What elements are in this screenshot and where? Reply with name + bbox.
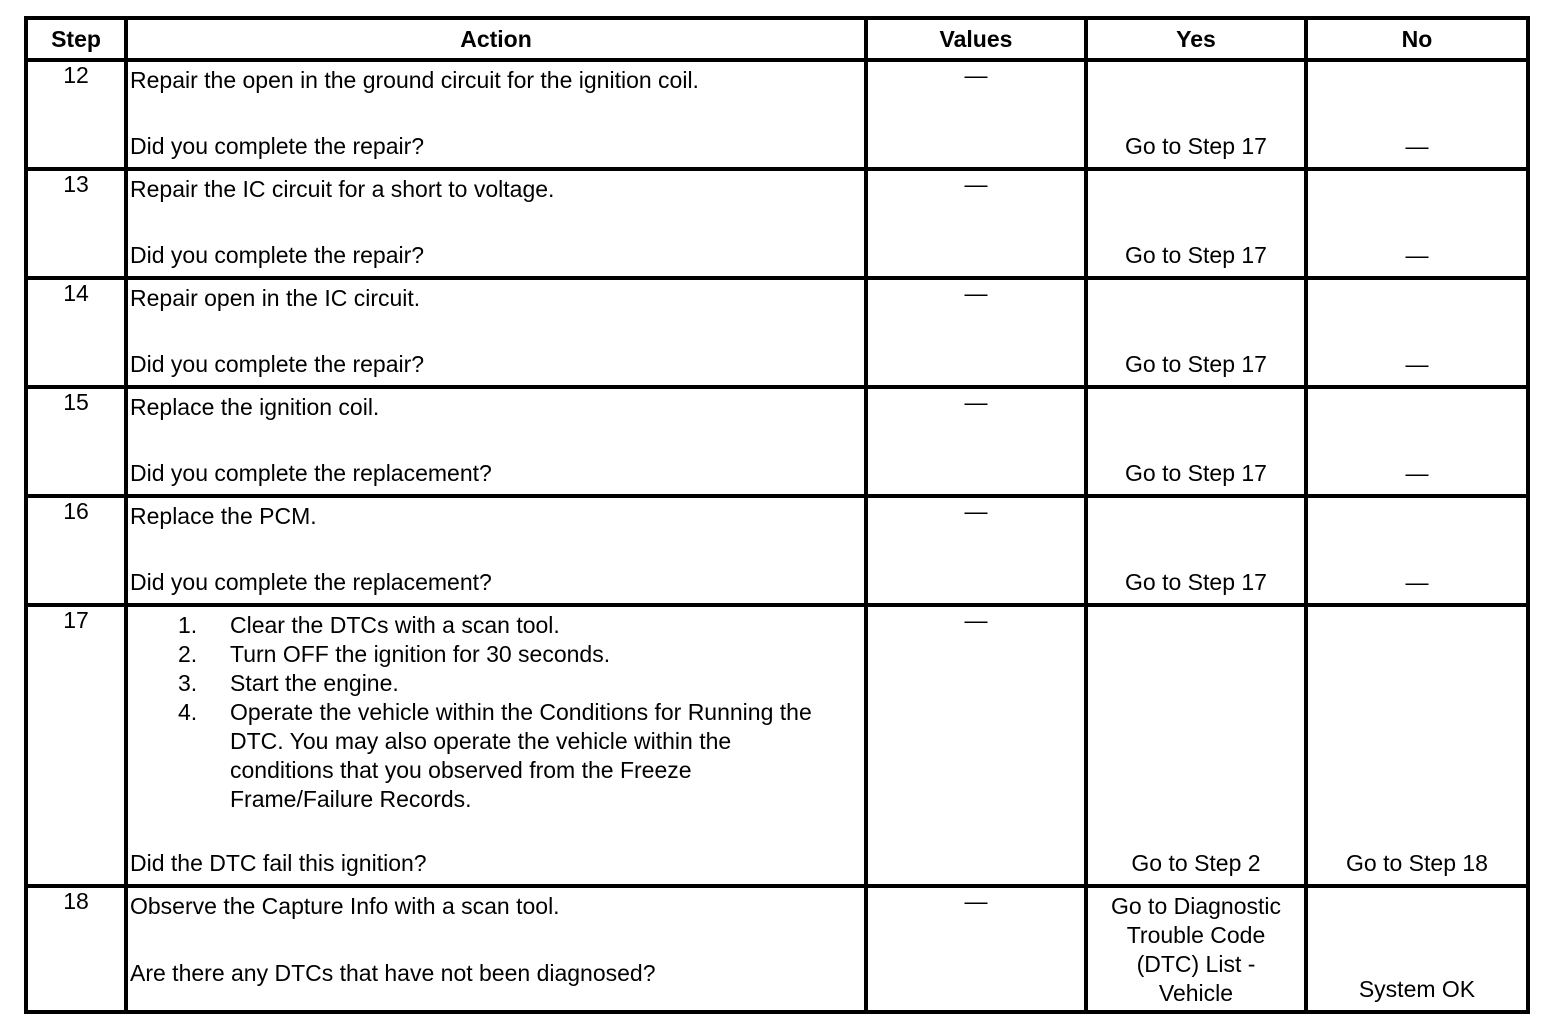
step-number: 15 (26, 387, 126, 496)
no-cell (1306, 605, 1528, 886)
action-question: Did you complete the repair? (130, 351, 425, 377)
list-number: 3. (178, 670, 198, 696)
diagnostic-table-container (24, 16, 1526, 1014)
yes-cell (1086, 886, 1306, 1012)
values-cell: — (866, 496, 1086, 605)
list-text: Operate the vehicle within the Conditions for Running the DTC. You may also operate the vehicle within the conditions that you observed from the Freeze Frame/Failure Records. (230, 699, 812, 812)
action-text: Repair the IC circuit for a short to voltage. (130, 176, 555, 202)
yes-link[interactable]: Go to Step 17 (1125, 460, 1267, 486)
numbered-step-list (130, 611, 860, 814)
no-cell (1306, 387, 1528, 496)
no-value: — (1405, 242, 1429, 268)
no-value: — (1405, 351, 1429, 377)
table-row (26, 496, 1528, 605)
table-row (26, 278, 1528, 387)
no-cell (1306, 169, 1528, 278)
step-number: 12 (26, 60, 126, 169)
action-cell (126, 387, 866, 496)
yes-link[interactable]: Go to Step 2 (1131, 850, 1261, 876)
header-row (26, 18, 1528, 60)
yes-cell (1086, 278, 1306, 387)
yes-cell (1086, 60, 1306, 169)
action-cell (126, 60, 866, 169)
no-link[interactable]: Go to Step 18 (1346, 850, 1488, 876)
yes-link[interactable]: Go to Diagnostic Trouble Code (DTC) List - Vehicle (1110, 893, 1282, 1006)
values-cell: — (866, 886, 1086, 1012)
yes-cell (1086, 387, 1306, 496)
list-text: Clear the DTCs with a scan tool. (230, 612, 560, 638)
header-no: No (1306, 18, 1528, 60)
no-value: — (1405, 133, 1429, 159)
yes-link[interactable]: Go to Step 17 (1125, 242, 1267, 268)
list-item (178, 611, 860, 640)
values-cell: — (866, 278, 1086, 387)
no-cell (1306, 60, 1528, 169)
values-cell: — (866, 387, 1086, 496)
header-values: Values (866, 18, 1086, 60)
action-cell (126, 496, 866, 605)
yes-cell (1086, 169, 1306, 278)
header-action: Action (126, 18, 866, 60)
table-row (26, 169, 1528, 278)
list-number: 2. (178, 641, 198, 667)
table-row (26, 886, 1528, 1012)
action-question: Did you complete the replacement? (130, 460, 492, 486)
no-value: — (1405, 460, 1429, 486)
action-question: Did you complete the repair? (130, 242, 425, 268)
list-item (178, 698, 830, 814)
yes-cell (1086, 605, 1306, 886)
yes-link[interactable]: Go to Step 17 (1125, 569, 1267, 595)
step-number: 13 (26, 169, 126, 278)
action-text: Replace the ignition coil. (130, 394, 380, 420)
step-number: 18 (26, 886, 126, 1012)
action-text: Replace the PCM. (130, 503, 317, 529)
table-row (26, 387, 1528, 496)
list-number: 4. (178, 699, 198, 725)
yes-cell (1086, 496, 1306, 605)
values-cell: — (866, 60, 1086, 169)
no-cell (1306, 496, 1528, 605)
action-text: Repair open in the IC circuit. (130, 285, 421, 311)
list-number: 1. (178, 612, 198, 638)
list-item (178, 640, 860, 669)
no-cell (1306, 278, 1528, 387)
header-yes: Yes (1086, 18, 1306, 60)
action-steps (130, 611, 860, 814)
table-row (26, 605, 1528, 886)
values-cell: — (866, 169, 1086, 278)
yes-link[interactable]: Go to Step 17 (1125, 351, 1267, 377)
action-cell (126, 278, 866, 387)
action-cell (126, 886, 866, 1012)
diagnostic-table (24, 16, 1530, 1014)
action-question: Did the DTC fail this ignition? (130, 850, 427, 876)
action-cell (126, 169, 866, 278)
yes-link[interactable]: Go to Step 17 (1125, 133, 1267, 159)
no-cell (1306, 886, 1528, 1012)
no-value: — (1405, 569, 1429, 595)
list-text: Turn OFF the ignition for 30 seconds. (230, 641, 611, 667)
action-cell (126, 605, 866, 886)
action-question: Did you complete the replacement? (130, 569, 492, 595)
list-item (178, 669, 860, 698)
table-row (26, 60, 1528, 169)
action-question: Are there any DTCs that have not been diagnosed? (130, 960, 656, 986)
values-cell: — (866, 605, 1086, 886)
step-number: 16 (26, 496, 126, 605)
step-number: 17 (26, 605, 126, 886)
action-question: Did you complete the repair? (130, 133, 425, 159)
header-step: Step (26, 18, 126, 60)
step-number: 14 (26, 278, 126, 387)
action-text: Repair the open in the ground circuit for the ignition coil. (130, 67, 699, 93)
action-text: Observe the Capture Info with a scan tool. (130, 893, 560, 919)
no-value: System OK (1358, 976, 1476, 1002)
list-text: Start the engine. (230, 670, 399, 696)
